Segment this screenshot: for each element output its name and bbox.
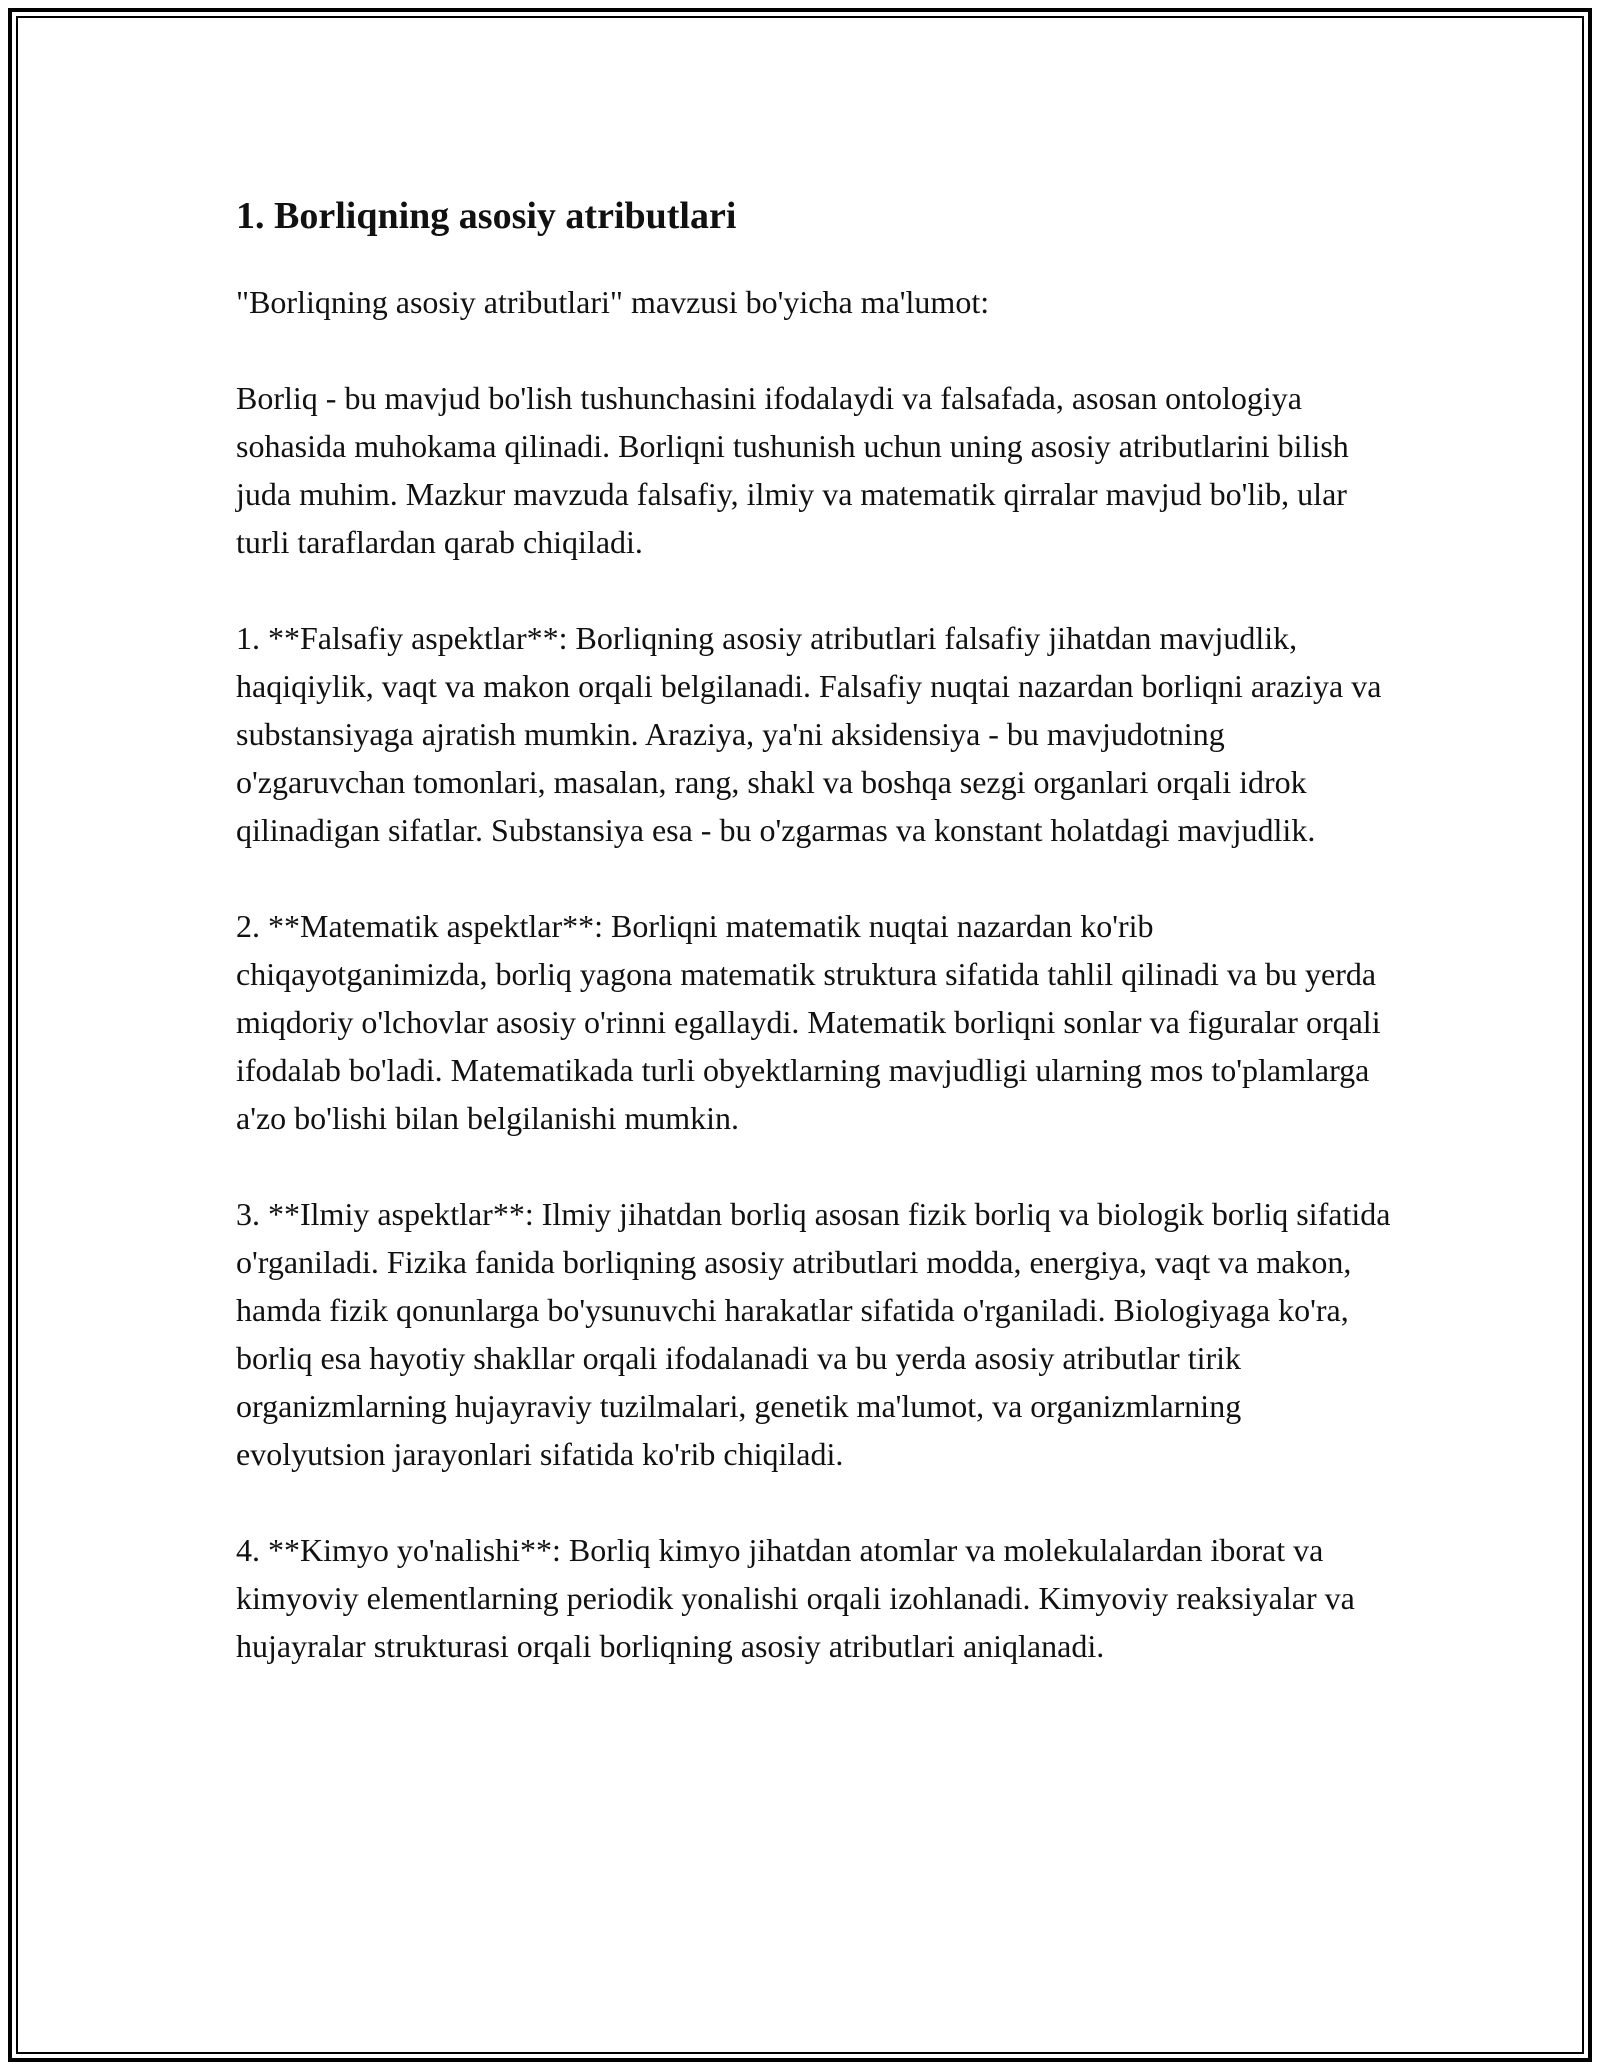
paragraph-overview: Borliq - bu mavjud bo'lish tushunchasini ifodalaydi va falsafada, asosan ontologiya sohasida muhokama qilinadi. Borliqni tushunish uchun uning asosiy atributlarini bilish juda muhim. Mazkur mavzuda falsafiy, ilmiy va matematik qirralar mavjud bo'lib, ular turli taraflardan qarab chiqiladi. xyxy=(236,380,1357,560)
paragraph-mathematical: 2. **Matematik aspektlar**: Borliqni matematik nuqtai nazardan ko'rib chiqayotganimizda, borliq yagona matematik struktura sifatida tahlil qilinadi va bu yerda miqdoriy o'lchovlar asosiy o'rinni egallaydi. Matematik borliqni sonlar va figuralar orqali ifodalab bo'ladi. Matematikada turli obyektlarning mavjudligi ularning mos to'plamlarga a'zo bo'lishi bilan belgilanishi mumkin. xyxy=(236,908,1389,1136)
paragraph-scientific: 3. **Ilmiy aspektlar**: Ilmiy jihatdan borliq asosan fizik borliq va biologik borliq sifatida o'rganiladi. Fizika fanida borliqning asosiy atributlari modda, energiya, vaqt va makon, hamda fizik qonunlarga bo'ysunuvchi harakatlar sifatida o'rganiladi. Biologiyaga ko'ra, borliq esa hayotiy shakllar orqali ifodalanadi va bu yerda asosiy atributlar tirik organizmlarning hujayraviy tuzilmalari, genetik ma'lumot, va organizmlarning evolyutsion jarayonlari sifatida ko'rib chiqiladi. xyxy=(236,1196,1399,1472)
paragraph-philosophical: 1. **Falsafiy aspektlar**: Borliqning asosiy atributlari falsafiy jihatdan mavjudlik, haqiqiylik, vaqt va makon orqali belgilanadi. Falsafiy nuqtai nazardan borliqni araziya va substansiyaga ajratish mumkin. Araziya, ya'ni aksidensiya - bu mavjudotning o'zgaruvchan tomonlari, masalan, rang, shakl va boshqa sezgi organlari orqali idrok qilinadigan sifatlar. Substansiya esa - bu o'zgarmas va konstant holatdagi mavjudlik. xyxy=(236,620,1390,848)
document-title: 1. Borliqning asosiy atributlari xyxy=(236,195,737,237)
intro-paragraph: "Borliqning asosiy atributlari" mavzusi bo'yicha ma'lumot: xyxy=(236,284,990,320)
document-body xyxy=(236,186,1399,1718)
paragraph-chemistry: 4. **Kimyo yo'nalishi**: Borliq kimyo jihatdan atomlar va molekulalardan iborat va kimyoviy elementlarning periodik yonalishi orqali izohlanadi. Kimyoviy reaksiyalar va hujayralar strukturasi orqali borliqning asosiy atributlari aniqlanadi. xyxy=(236,1532,1363,1664)
